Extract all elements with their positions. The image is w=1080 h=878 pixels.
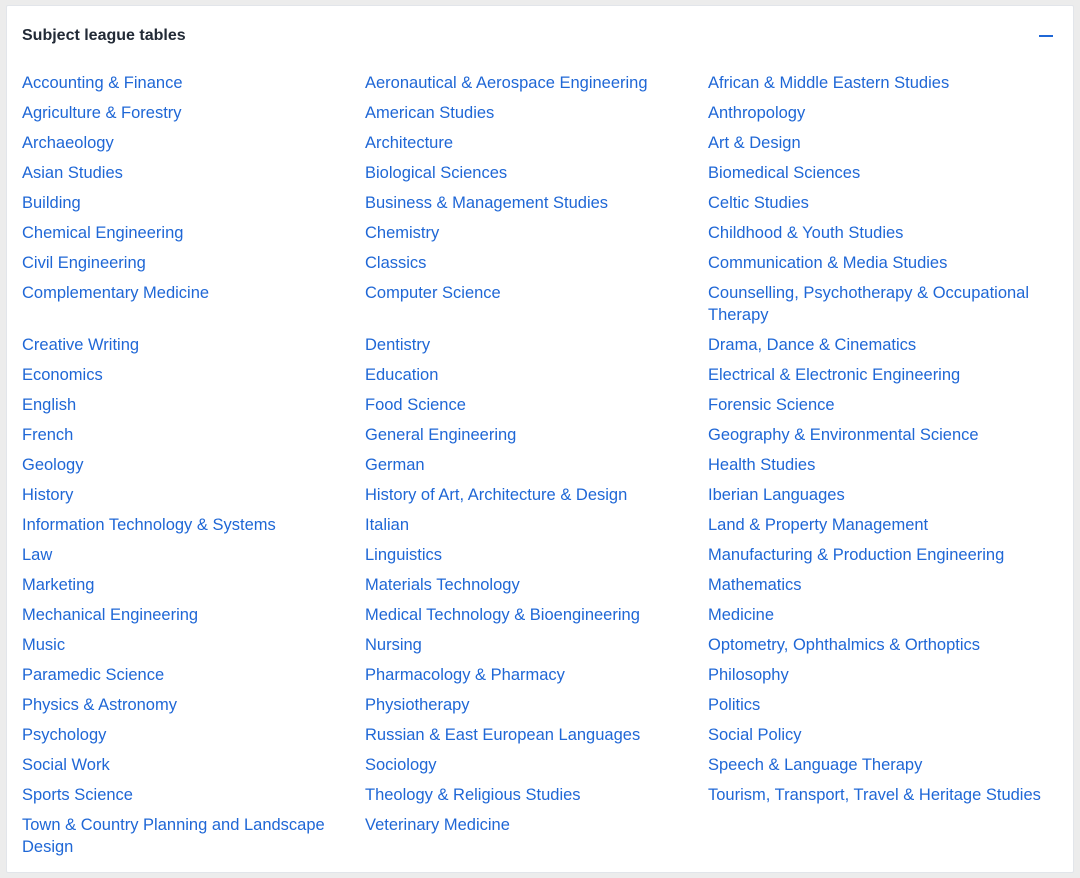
subject-link[interactable]: German <box>365 456 425 474</box>
subject-link[interactable]: Law <box>22 546 53 564</box>
subject-link[interactable]: Sports Science <box>22 786 133 804</box>
subject-link[interactable]: Archaeology <box>22 134 114 152</box>
subject-link[interactable]: Information Technology & Systems <box>22 516 276 534</box>
subject-link[interactable]: Nursing <box>365 636 422 654</box>
subject-link[interactable]: Biological Sciences <box>365 164 508 182</box>
subject-link[interactable]: Counselling, Psychotherapy & Occupational Therapy <box>708 284 1030 324</box>
subject-link[interactable]: Computer Science <box>365 284 501 302</box>
subject-link[interactable]: Dentistry <box>365 336 431 354</box>
subject-link[interactable]: Asian Studies <box>22 164 123 182</box>
subject-link[interactable]: Electrical & Electronic Engineering <box>708 366 961 384</box>
subject-link[interactable]: Physiotherapy <box>365 696 470 714</box>
subject-link[interactable]: Creative Writing <box>22 336 140 354</box>
subject-link[interactable]: Optometry, Ophthalmics & Orthoptics <box>708 636 981 654</box>
subject-link[interactable]: Town & Country Planning and Landscape Design <box>22 816 325 856</box>
subject-link[interactable]: Economics <box>22 366 103 384</box>
subject-link[interactable]: Russian & East European Languages <box>365 726 641 744</box>
minus-icon <box>1039 35 1053 37</box>
subject-link[interactable]: Music <box>22 636 66 654</box>
subject-link[interactable]: Childhood & Youth Studies <box>708 224 904 242</box>
subject-link[interactable]: Italian <box>365 516 410 534</box>
subject-link[interactable]: Building <box>22 194 81 212</box>
subject-link[interactable]: Forensic Science <box>708 396 835 414</box>
subject-link[interactable]: French <box>22 426 74 444</box>
subject-link[interactable]: Tourism, Transport, Travel & Heritage Studies <box>708 786 1041 804</box>
subject-link[interactable]: Speech & Language Therapy <box>708 756 923 774</box>
subject-link[interactable]: English <box>22 396 77 414</box>
subject-link[interactable]: Philosophy <box>708 666 789 684</box>
panel-title: Subject league tables <box>22 27 186 44</box>
subject-link[interactable]: Business & Management Studies <box>365 194 609 212</box>
subject-league-tables-panel <box>6 5 1074 873</box>
subject-link[interactable]: Medicine <box>708 606 775 624</box>
subject-link[interactable]: Psychology <box>22 726 107 744</box>
subject-link[interactable]: African & Middle Eastern Studies <box>708 74 950 92</box>
subject-link[interactable]: History <box>22 486 74 504</box>
subject-link[interactable]: Mathematics <box>708 576 802 594</box>
panel-header <box>22 24 1058 48</box>
subject-link[interactable]: Veterinary Medicine <box>365 816 510 834</box>
subject-link[interactable]: Iberian Languages <box>708 486 845 504</box>
subject-link[interactable]: Chemical Engineering <box>22 224 184 242</box>
collapse-button[interactable] <box>1036 26 1056 46</box>
subject-link[interactable]: Agriculture & Forestry <box>22 104 182 122</box>
subject-link[interactable]: General Engineering <box>365 426 517 444</box>
subject-link[interactable]: Linguistics <box>365 546 443 564</box>
subject-link[interactable]: Communication & Media Studies <box>708 254 948 272</box>
subject-link[interactable]: Manufacturing & Production Engineering <box>708 546 1005 564</box>
subject-link[interactable]: Paramedic Science <box>22 666 165 684</box>
subject-link[interactable]: Art & Design <box>708 134 801 152</box>
subject-link[interactable]: Marketing <box>22 576 95 594</box>
subject-link[interactable]: Politics <box>708 696 761 714</box>
subject-link[interactable]: Architecture <box>365 134 454 152</box>
subject-link[interactable]: Health Studies <box>708 456 816 474</box>
subject-link[interactable]: Drama, Dance & Cinematics <box>708 336 917 354</box>
subject-link[interactable]: History of Art, Architecture & Design <box>365 486 628 504</box>
subject-link[interactable]: Aeronautical & Aerospace Engineering <box>365 74 648 92</box>
subject-link[interactable]: Geography & Environmental Science <box>708 426 979 444</box>
subject-link[interactable]: Celtic Studies <box>708 194 809 212</box>
subject-link[interactable]: Geology <box>22 456 84 474</box>
subject-link[interactable]: Classics <box>365 254 427 272</box>
subject-link[interactable]: Pharmacology & Pharmacy <box>365 666 565 684</box>
subject-link[interactable]: Accounting & Finance <box>22 74 183 92</box>
subject-link[interactable]: Materials Technology <box>365 576 520 594</box>
subject-link[interactable]: Mechanical Engineering <box>22 606 199 624</box>
subject-link[interactable]: Social Work <box>22 756 110 774</box>
subject-link[interactable]: Food Science <box>365 396 466 414</box>
subject-link[interactable]: Civil Engineering <box>22 254 146 272</box>
subject-link[interactable]: Anthropology <box>708 104 806 122</box>
subject-link[interactable]: Land & Property Management <box>708 516 929 534</box>
subject-link[interactable]: Chemistry <box>365 224 440 242</box>
subject-link[interactable]: Education <box>365 366 439 384</box>
subject-link[interactable]: Medical Technology & Bioengineering <box>365 606 640 624</box>
subject-link[interactable]: Social Policy <box>708 726 802 744</box>
subject-link[interactable]: Theology & Religious Studies <box>365 786 581 804</box>
subject-link[interactable]: Sociology <box>365 756 437 774</box>
subject-link[interactable]: American Studies <box>365 104 495 122</box>
subject-grid <box>22 72 1062 858</box>
subject-link[interactable]: Complementary Medicine <box>22 284 210 302</box>
subject-link[interactable]: Biomedical Sciences <box>708 164 861 182</box>
subject-link[interactable]: Physics & Astronomy <box>22 696 177 714</box>
